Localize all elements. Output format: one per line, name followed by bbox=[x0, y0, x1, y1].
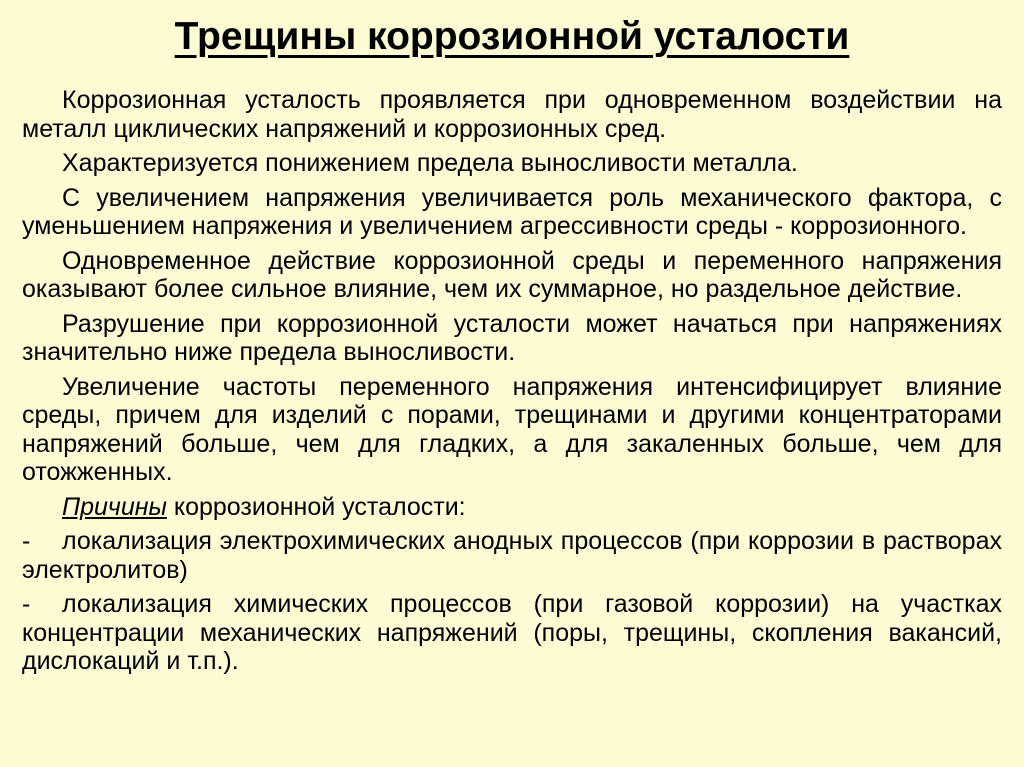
bullet-marker: - bbox=[22, 590, 31, 618]
bullet-marker: - bbox=[22, 527, 31, 555]
bullet-text: локализация электрохимических анодных процессов (при коррозии в растворах электролитов) bbox=[22, 527, 1002, 584]
bullet-text: локализация химических процессов (при газовой коррозии) на участках концентрации механических напряжений (поры, трещины, скопления вакансий, дислокаций и т.п.). bbox=[22, 590, 1002, 675]
reasons-heading bbox=[22, 493, 1002, 522]
paragraph-characteristic: Характеризуется понижением предела выносливости металла. bbox=[62, 149, 798, 177]
list-item bbox=[22, 527, 1002, 584]
slide-title: Трещины коррозионной усталости bbox=[174, 15, 850, 58]
paragraph-frequency: Увеличение частоты переменного напряжения интенсифицирует влияние среды, причем для изделий с порами, трещинами и другими концентраторами напряжений больше, чем для гладких, а для закаленных больше, чем для отожженных. bbox=[22, 372, 1002, 486]
paragraph-combined-action: Одновременное действие коррозионной среды и переменного напряжения оказывают более сильное влияние, чем их суммарное, но раздельное действие. bbox=[22, 246, 1002, 303]
paragraph-stress-role: С увеличением напряжения увеличивается роль механического фактора, с уменьшением напряжения и увеличением агрессивности среды - коррозионного. bbox=[22, 183, 1002, 240]
list-item bbox=[22, 590, 1002, 676]
reasons-label: Причины bbox=[62, 492, 167, 521]
paragraph-failure: Разрушение при коррозионной усталости может начаться при напряжениях значительно ниже предела выносливости. bbox=[22, 309, 1002, 366]
reasons-rest: коррозионной усталости: bbox=[166, 492, 466, 521]
paragraph-definition: Коррозионная усталость проявляется при одновременном воздействии на металл циклических напряжений и коррозионных сред. bbox=[22, 86, 1002, 143]
slide-body bbox=[22, 86, 1002, 682]
